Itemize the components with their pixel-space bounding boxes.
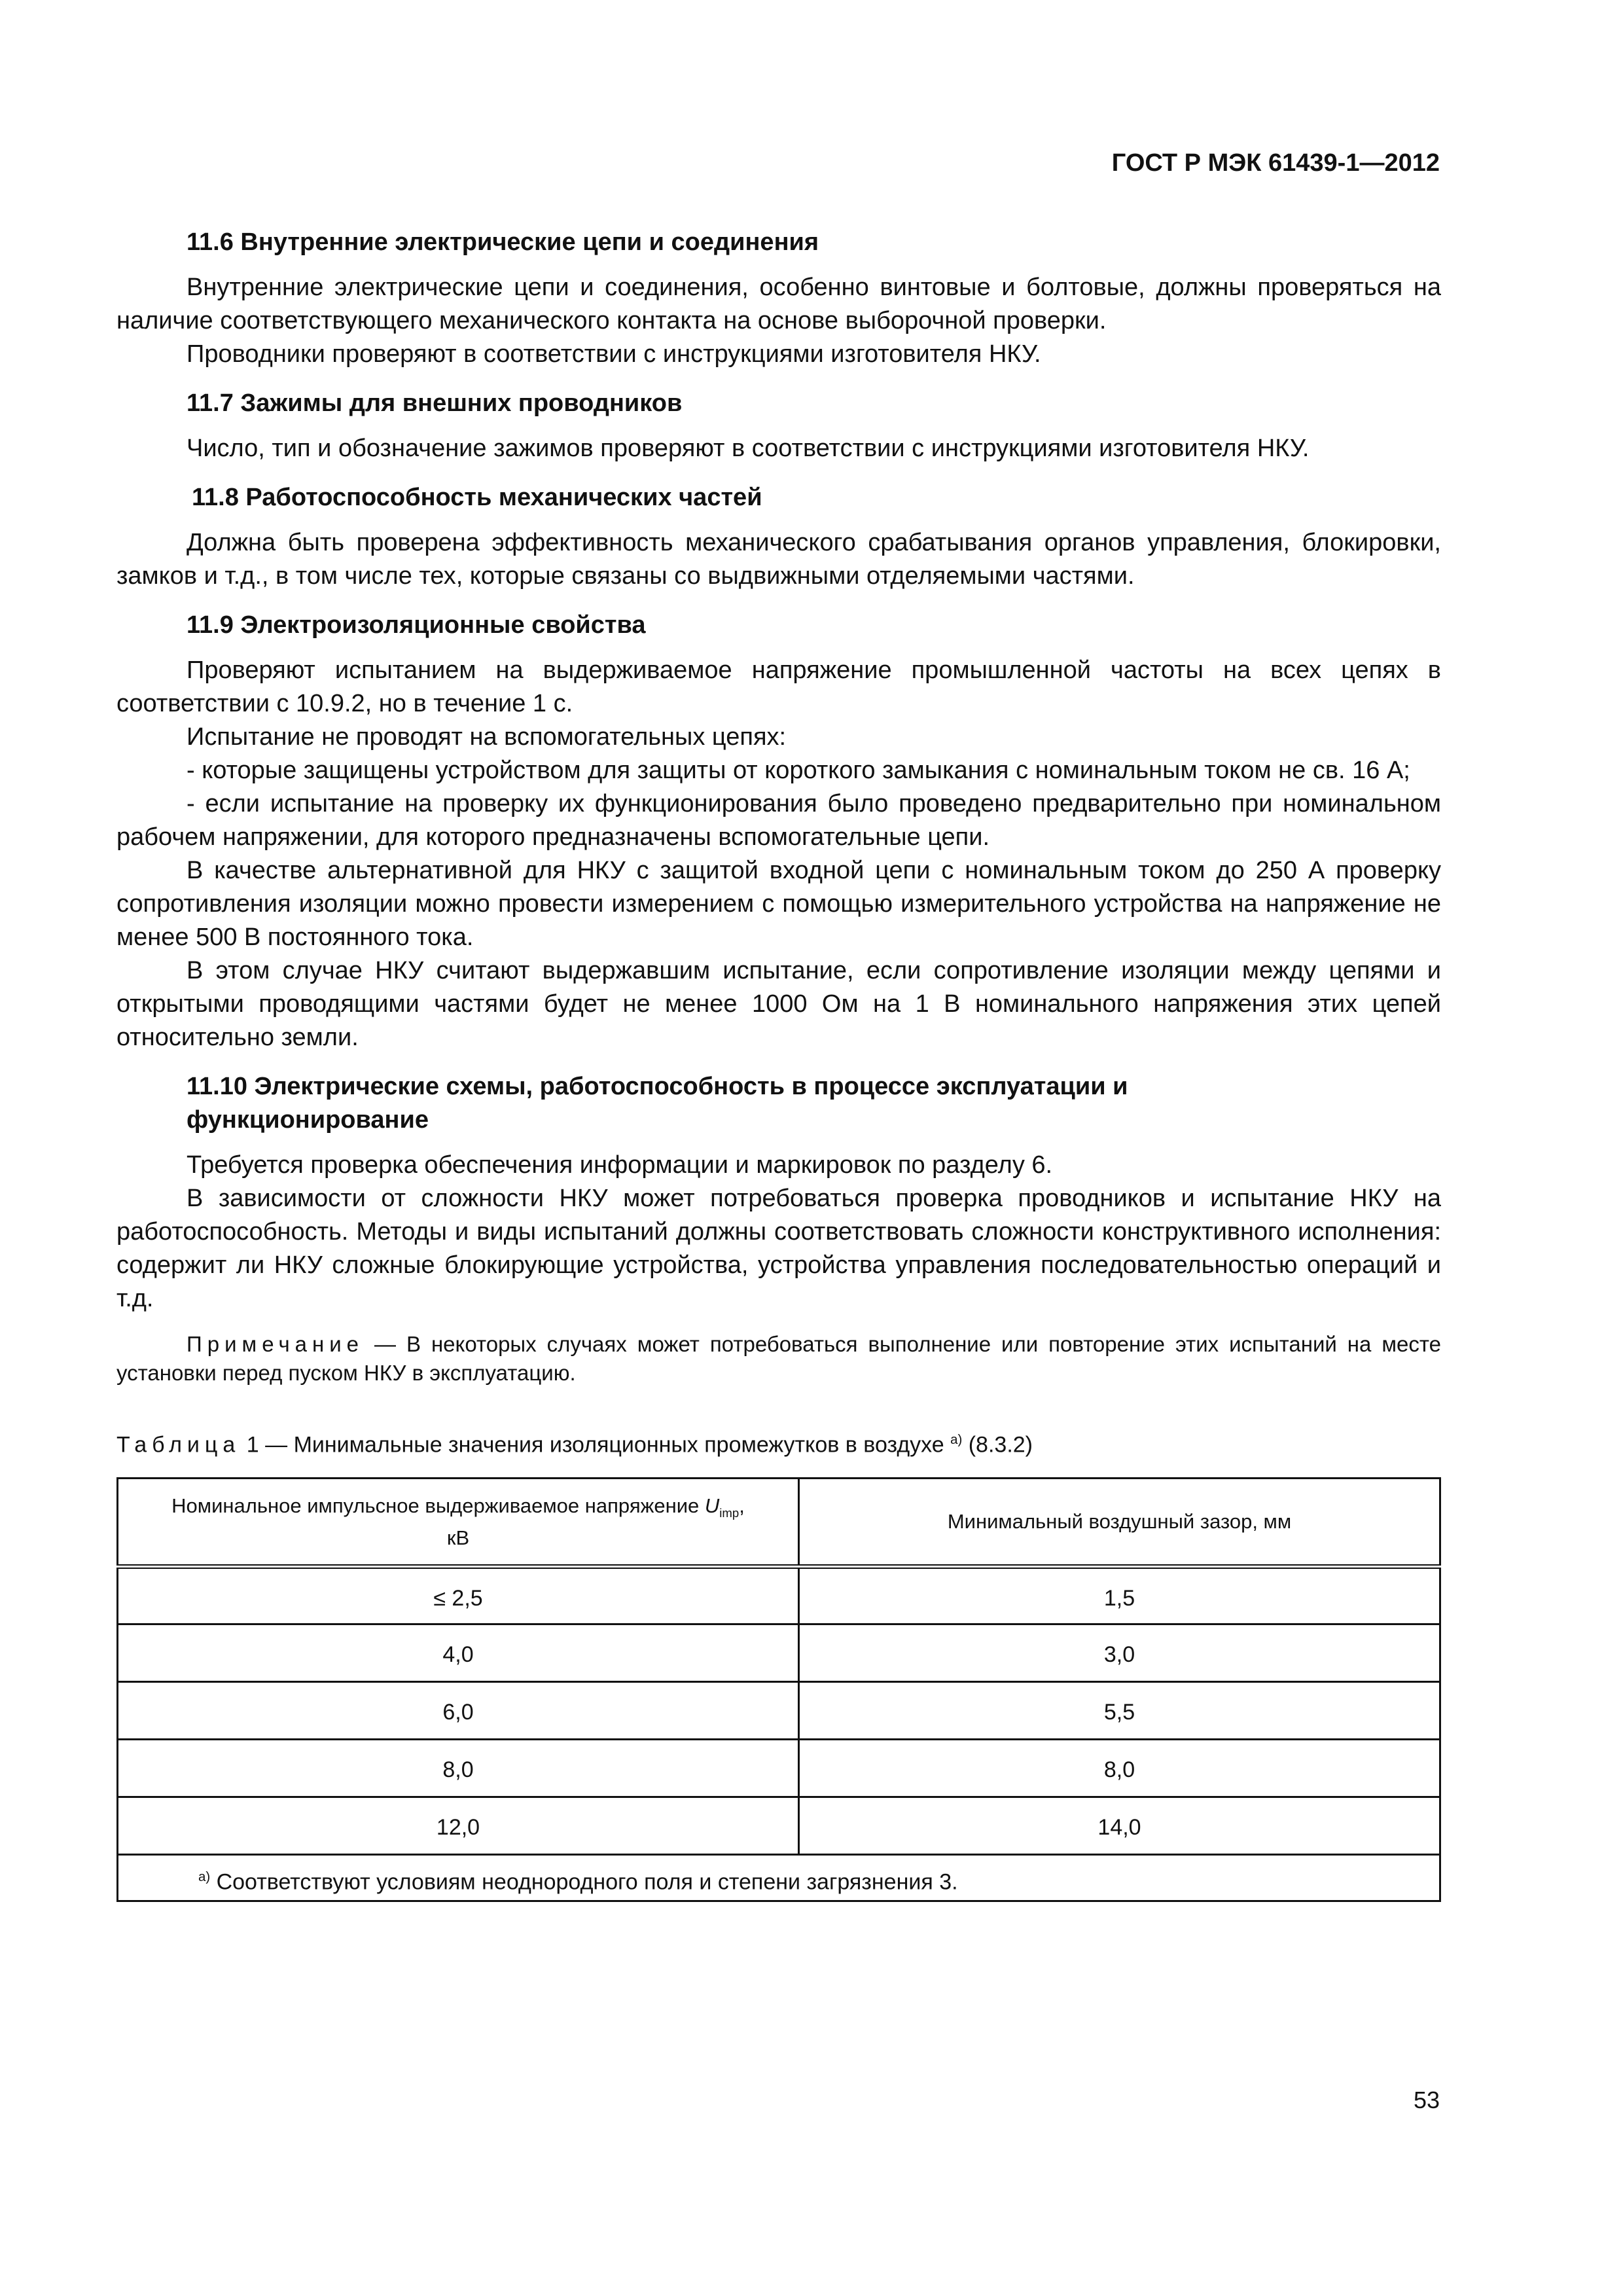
section-11-6-title: 11.6 Внутренние электрические цепи и соединения	[187, 228, 819, 256]
table-row	[118, 1740, 1440, 1797]
section-11-9-paragraph-1: Проверяют испытанием на выдерживаемое напряжение промышленной частоты на всех цепях в соответствии с 10.9.2, но в течение 1 с.	[116, 656, 1441, 717]
section-11-8-paragraph-1: Должна быть проверена эффективность механического срабатывания органов управления, блокировки, замков и т.д., в том числе тех, которые связаны со выдвижными отделяемыми частями.	[116, 529, 1441, 590]
table-footnote-text: Соответствуют условиям неоднородного поля и степени загрязнения 3.	[210, 1869, 958, 1895]
section-11-6-paragraph-1: Внутренние электрические цепи и соединения, особенно винтовые и болтовые, должны проверяться на наличие соответствующего механического контакта на основе выборочной проверки.	[116, 274, 1441, 334]
section-11-9-paragraph-4: - если испытание на проверку их функционирования было проведено предварительно при номинальном рабочем напряжении, для которого предназначены вспомогательные цепи.	[116, 790, 1441, 851]
section-11-8-title: 11.8 Работоспособность механических частей	[192, 484, 762, 511]
note-text: — В некоторых случаях может потребоваться выполнение или повторение этих испытаний на месте установки перед пуском НКУ в эксплуатацию.	[116, 1332, 1441, 1385]
table-cell-voltage: 4,0	[118, 1624, 799, 1682]
table-footnote-row	[118, 1855, 1440, 1901]
column-header-voltage-text: Номинальное импульсное выдерживаемое напряжение	[171, 1494, 705, 1517]
column-header-voltage-unit: кВ	[446, 1526, 470, 1549]
section-11-7-title: 11.7 Зажимы для внешних проводников	[187, 389, 683, 417]
table-cell-voltage: 12,0	[118, 1797, 799, 1855]
section-11-9-paragraph-3: - которые защищены устройством для защиты от короткого замыкания с номинальным током не св. 16 А;	[187, 757, 1410, 784]
table-caption-reference: (8.3.2)	[962, 1432, 1033, 1458]
section-11-10-title-line-1: 11.10 Электрические схемы, работоспособность в процессе эксплуатации и	[187, 1073, 1128, 1100]
column-header-voltage-symbol: U	[704, 1494, 720, 1517]
table-caption	[116, 1426, 1441, 1459]
table-header-row	[118, 1479, 1440, 1567]
section-11-10-title	[116, 1070, 1441, 1137]
table-cell-clearance: 1,5	[799, 1567, 1440, 1624]
table-row	[118, 1567, 1440, 1624]
table-caption-footnote-mark: а)	[950, 1433, 963, 1447]
section-11-9-paragraph-6: В этом случае НКУ считают выдержавшим испытание, если сопротивление изоляции между цепями и открытыми проводящими частями будет не менее 1000 Ом на 1 В номинального напряжения этих цепей относительно земли.	[116, 957, 1441, 1051]
page-content	[116, 226, 1441, 1902]
section-11-10-paragraph-2: В зависимости от сложности НКУ может потребоваться проверка проводников и испытание НКУ на работоспособность. Методы и виды испытаний должны соответствовать сложности конструктивного исполнения: содержит ли НКУ сложные блокирующие устройства, устройства управления последовательностью операций и т.д.	[116, 1185, 1441, 1312]
section-11-9-paragraph-2: Испытание не проводят на вспомогательных цепях:	[187, 723, 787, 751]
section-11-9-paragraph-5: В качестве альтернативной для НКУ с защитой входной цепи с номинальным током до 250 А проверку сопротивления изоляции можно провести измерением с помощью измерительного устройства на напряжение не менее 500 В постоянного тока.	[116, 857, 1441, 951]
table-caption-label: Таблица	[116, 1432, 241, 1458]
column-header-voltage	[118, 1479, 799, 1567]
table-cell-clearance: 3,0	[799, 1624, 1440, 1682]
table-cell-clearance: 14,0	[799, 1797, 1440, 1855]
section-11-10-paragraph-1: Требуется проверка обеспечения информации и маркировок по разделу 6.	[187, 1151, 1053, 1179]
section-11-6-paragraph-2: Проводники проверяют в соответствии с инструкциями изготовителя НКУ.	[187, 340, 1041, 368]
table-caption-text: — Минимальные значения изоляционных промежутков в воздухе	[259, 1432, 951, 1458]
column-header-voltage-comma: ,	[739, 1494, 745, 1517]
table-caption-number: 1	[240, 1432, 259, 1458]
clearance-table	[116, 1477, 1441, 1901]
section-11-10-title-line-2: функционирование	[187, 1106, 429, 1134]
table-row	[118, 1682, 1440, 1740]
column-header-voltage-subscript: imp	[719, 1505, 740, 1520]
table-footnote-mark: а)	[198, 1870, 211, 1885]
note	[116, 1330, 1441, 1388]
table-cell-voltage: ≤ 2,5	[118, 1567, 799, 1624]
section-11-9-title: 11.9 Электроизоляционные свойства	[187, 611, 646, 639]
page-number: 53	[1413, 2087, 1440, 2113]
table-footnote	[118, 1855, 1440, 1901]
table-row	[118, 1797, 1440, 1855]
document-id-header: ГОСТ Р МЭК 61439-1—2012	[1111, 149, 1440, 177]
section-11-7-paragraph-1: Число, тип и обозначение зажимов проверяют в соответствии с инструкциями изготовителя НКУ.	[187, 435, 1310, 462]
table-cell-voltage: 8,0	[118, 1740, 799, 1797]
table-cell-clearance: 5,5	[799, 1682, 1440, 1740]
note-label: Примечание	[187, 1332, 365, 1356]
table-row	[118, 1624, 1440, 1682]
column-header-clearance: Минимальный воздушный зазор, мм	[799, 1479, 1440, 1567]
table-cell-clearance: 8,0	[799, 1740, 1440, 1797]
table-cell-voltage: 6,0	[118, 1682, 799, 1740]
